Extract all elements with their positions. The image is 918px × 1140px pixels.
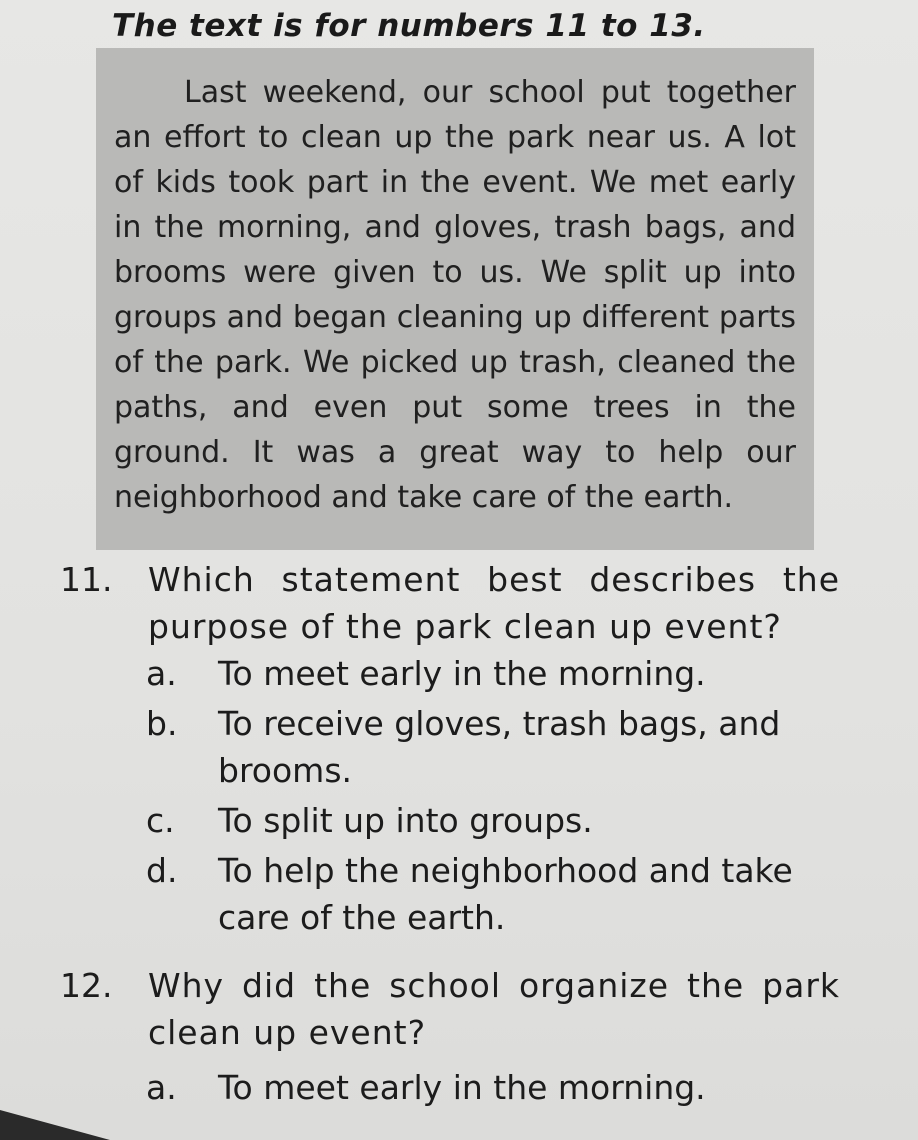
option-c[interactable] — [146, 797, 840, 844]
option-text: To help the neighborhood and take care of the earth. — [218, 851, 793, 937]
option-a[interactable] — [146, 650, 840, 697]
dark-corner-shadow — [0, 1110, 110, 1140]
option-text: To meet early in the morning. — [218, 1068, 706, 1107]
option-text: To receive gloves, trash bags, and brooms. — [218, 704, 781, 790]
option-letter: d. — [146, 851, 178, 890]
question-number: 12. — [60, 966, 113, 1005]
question-stem: Why did the school organize the park clean up event? — [148, 966, 840, 1052]
option-letter: a. — [146, 654, 177, 693]
reading-passage-text: Last weekend, our school put together an effort to clean up the park near us. A lot of kids took part in the event. We met early in the morning, and gloves, trash bags, and brooms were given to us. We split up into groups and began cleaning up different parts of the park. We picked up trash, cleaned the paths, and even put some trees in the ground. It was a great way to help our neighborhood and take care of the earth. — [114, 75, 796, 515]
answer-options — [146, 650, 840, 941]
option-letter: a. — [146, 1068, 177, 1107]
option-d[interactable] — [146, 847, 840, 941]
option-text: To split up into groups. — [218, 801, 593, 840]
reading-passage-box — [96, 48, 814, 550]
option-text: To meet early in the morning. — [218, 654, 706, 693]
option-a[interactable] — [146, 1064, 840, 1111]
option-letter: b. — [146, 704, 178, 743]
option-letter: c. — [146, 801, 175, 840]
question-12 — [60, 962, 840, 1111]
question-stem: Which statement best describes the purpose of the park clean up event? — [148, 560, 840, 646]
question-number: 11. — [60, 560, 113, 599]
option-b[interactable] — [146, 700, 840, 794]
section-heading: The text is for numbers 11 to 13. — [112, 8, 706, 44]
question-11 — [60, 556, 840, 941]
answer-options — [146, 1064, 840, 1111]
